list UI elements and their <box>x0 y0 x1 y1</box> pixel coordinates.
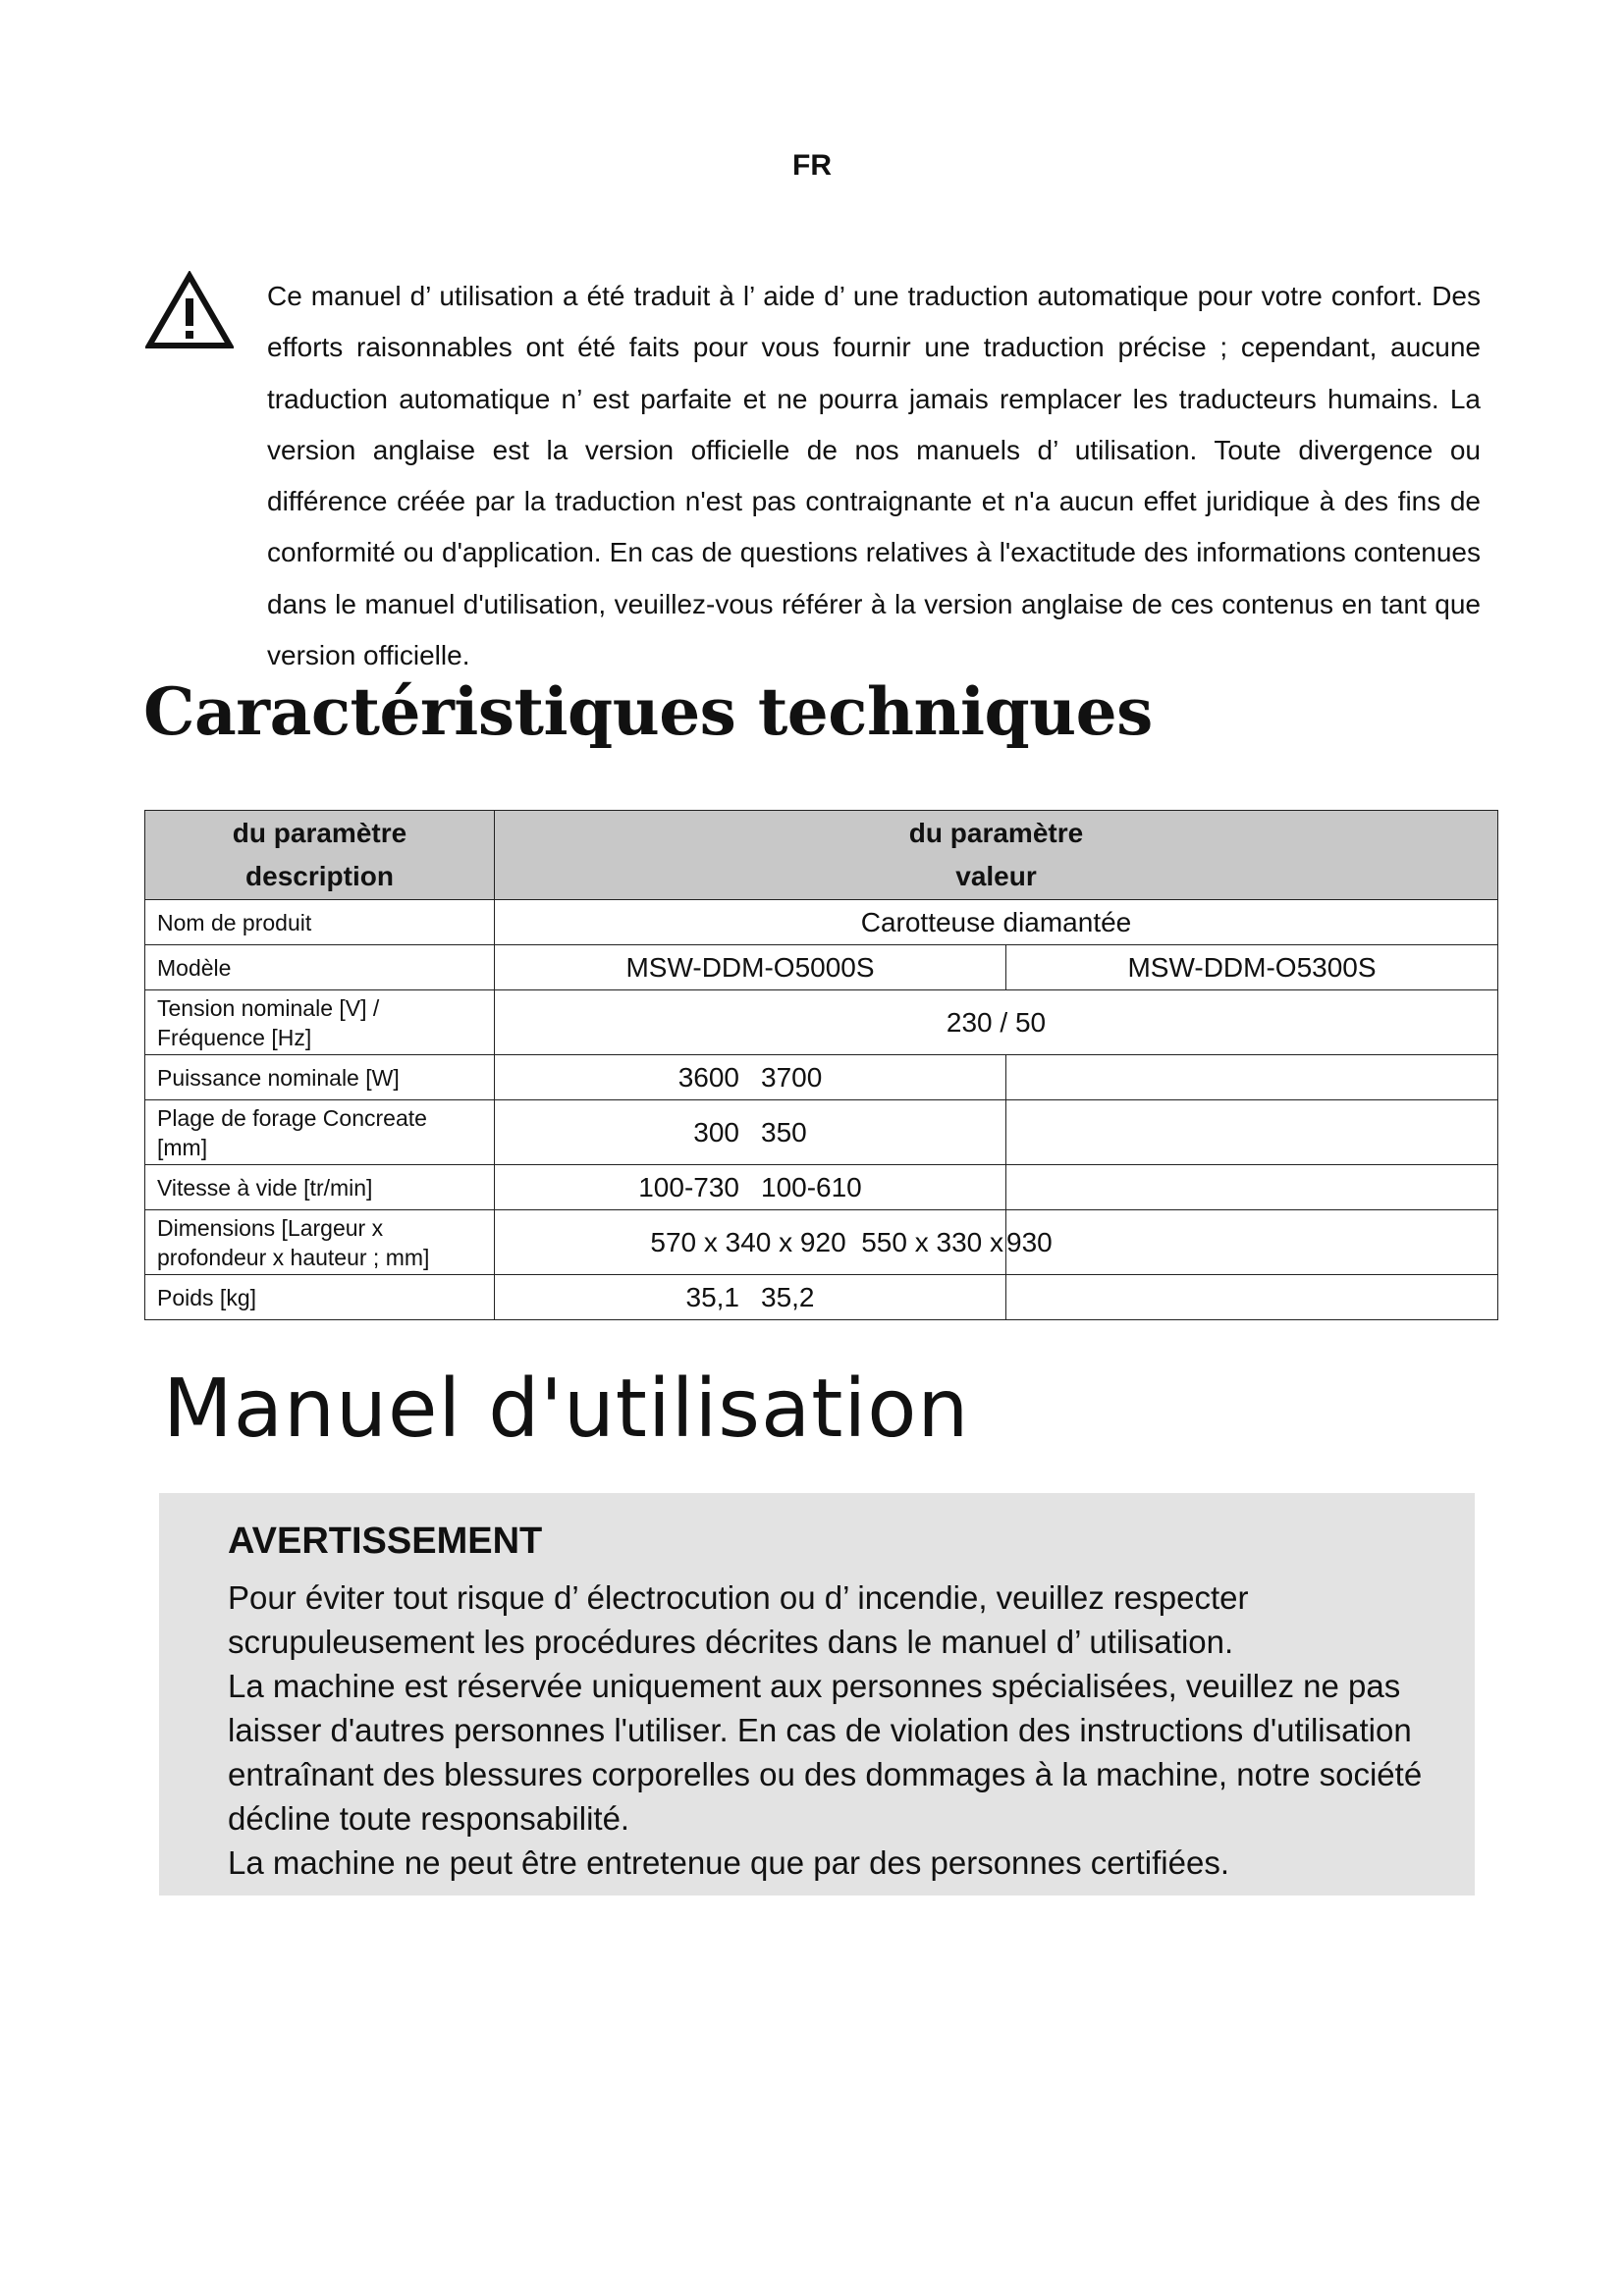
value-first: 570 x 340 x 920 <box>650 1226 846 1257</box>
header-value-line1: du paramètre <box>908 818 1084 848</box>
table-row <box>145 945 1498 990</box>
header-param-line2: description <box>245 861 394 891</box>
row-value-a <box>495 1210 1006 1275</box>
row-value-a: MSW-DDM-O5000S <box>495 945 1006 990</box>
row-label-line2: profondeur x hauteur ; mm] <box>157 1244 430 1270</box>
specs-table <box>144 810 1498 1320</box>
value-second: 3700 <box>761 1061 823 1093</box>
header-param-value <box>495 811 1498 900</box>
value-first: 3600 <box>677 1061 739 1093</box>
warning-line: décline toute responsabilité. <box>228 1800 630 1837</box>
table-row <box>145 1100 1498 1165</box>
row-label: Puissance nominale [W] <box>145 1055 495 1100</box>
value-second-part1: 550 x 330 x <box>861 1226 1003 1257</box>
row-label-line1: Dimensions [Largeur x <box>157 1214 384 1241</box>
value-first: 35,1 <box>685 1281 739 1312</box>
table-row <box>145 990 1498 1055</box>
value-second: 100-610 <box>761 1171 862 1202</box>
table-row <box>145 1165 1498 1210</box>
table-row <box>145 900 1498 945</box>
warning-line: La machine est réservée uniquement aux personnes spécialisées, veuillez ne pas <box>228 1668 1401 1704</box>
row-value-b-empty <box>1006 1275 1498 1320</box>
row-value-a <box>495 1100 1006 1165</box>
row-label: Poids [kg] <box>145 1275 495 1320</box>
table-header-row <box>145 811 1498 900</box>
value-second: 35,2 <box>761 1281 815 1312</box>
row-value-b: 930 <box>1006 1210 1498 1275</box>
row-value: 230 / 50 <box>495 990 1498 1055</box>
row-value-a <box>495 1165 1006 1210</box>
row-value-b-empty <box>1006 1100 1498 1165</box>
translation-notice: Ce manuel d’ utilisation a été traduit à l’ aide d’ une traduction automatique pour votre confort. Des efforts raisonnables ont été faits pour vous fournir une traduction précise ; cependant, aucune traduction automatique n’ est parfaite et ne pourra jamais remplacer les traducteurs humains. La version anglaise est la version officielle de nos manuels d’ utilisation. Toute divergence ou différence créée par la traduction n'est pas contraignante et n'a aucun effet juridique à des fins de conformité ou d'application. En cas de questions relatives à l'exactitude des informations contenues dans le manuel d'utilisation, veuillez-vous référer à la version anglaise de ces contenus en tant que version officielle. <box>267 281 1481 671</box>
row-value-b-empty <box>1006 1165 1498 1210</box>
header-param-line1: du paramètre <box>232 818 407 848</box>
row-label: Vitesse à vide [tr/min] <box>145 1165 495 1210</box>
warning-body <box>228 1575 1455 1885</box>
warning-line: scrupuleusement les procédures décrites dans le manuel d’ utilisation. <box>228 1624 1234 1660</box>
manual-heading: Manuel d'utilisation <box>163 1362 970 1456</box>
language-code: FR <box>792 149 832 182</box>
row-label <box>145 990 495 1055</box>
header-value-line2: valeur <box>955 861 1037 891</box>
value-first: 100-730 <box>638 1171 739 1202</box>
row-label: Nom de produit <box>145 900 495 945</box>
row-label <box>145 1100 495 1165</box>
row-value-a <box>495 1055 1006 1100</box>
warning-title: AVERTISSEMENT <box>228 1521 543 1562</box>
value-first: 300 <box>693 1116 739 1148</box>
row-label-line1: Plage de forage Concreate <box>157 1104 427 1131</box>
row-label <box>145 1210 495 1275</box>
warning-line: laisser d'autres personnes l'utiliser. En cas de violation des instructions d'utilisation <box>228 1712 1412 1748</box>
row-label-line2: [mm] <box>157 1134 208 1160</box>
row-value-a <box>495 1275 1006 1320</box>
row-value: Carotteuse diamantée <box>495 900 1498 945</box>
warning-line: Pour éviter tout risque d’ électrocution ou d’ incendie, veuillez respecter <box>228 1579 1249 1616</box>
warning-line: La machine ne peut être entretenue que par des personnes certifiées. <box>228 1844 1230 1881</box>
row-label-line2: Fréquence [Hz] <box>157 1024 312 1050</box>
row-value-b: MSW-DDM-O5300S <box>1006 945 1498 990</box>
table-row <box>145 1210 1498 1275</box>
row-label-line1: Tension nominale [V] / <box>157 994 380 1021</box>
value-second: 350 <box>761 1116 807 1148</box>
warning-triangle-icon <box>145 271 234 349</box>
table-row <box>145 1275 1498 1320</box>
specs-heading: Caractéristiques techniques <box>143 673 1153 750</box>
row-value-b-empty <box>1006 1055 1498 1100</box>
row-label: Modèle <box>145 945 495 990</box>
warning-box <box>159 1493 1475 1896</box>
table-row <box>145 1055 1498 1100</box>
header-param-description <box>145 811 495 900</box>
warning-line: entraînant des blessures corporelles ou des dommages à la machine, notre société <box>228 1756 1423 1792</box>
